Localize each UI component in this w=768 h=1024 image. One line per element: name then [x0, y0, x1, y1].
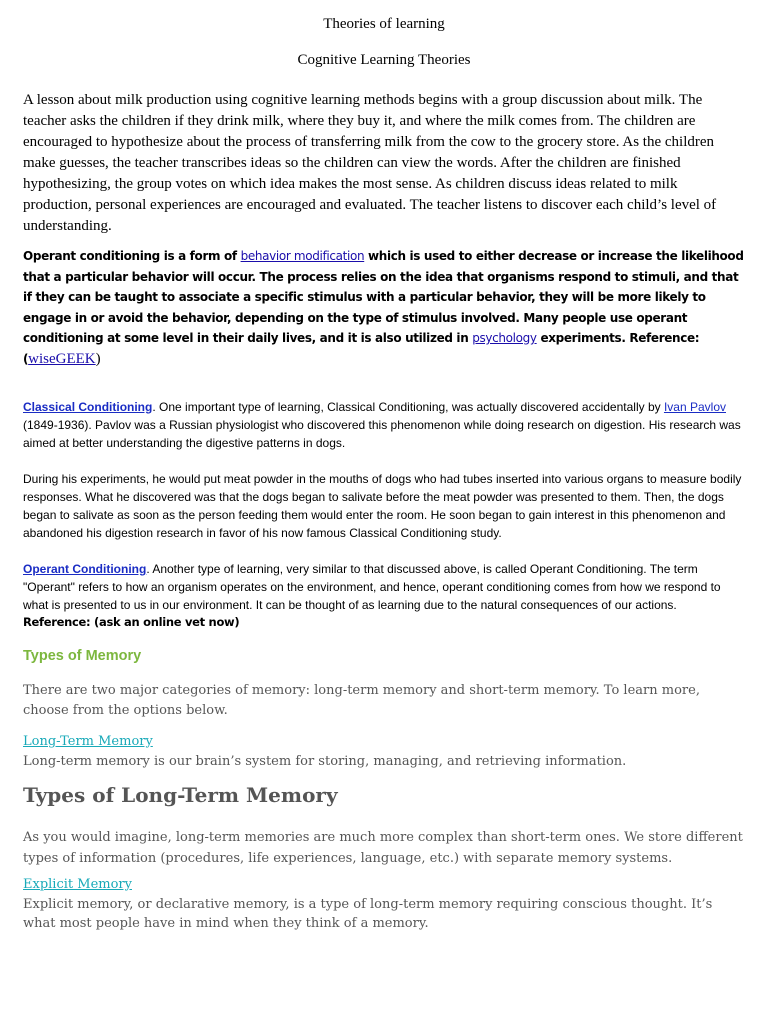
memory-intro: There are two major categories of memory: long-term memory and short-term memory. To learn more, choose from the options below.: [23, 683, 700, 718]
page-title: Theories of learning: [323, 16, 445, 32]
long-term-memory-desc: Long-term memory is our brain’s system for storing, managing, and retrieving information.: [23, 753, 627, 769]
wisegeek-link[interactable]: wiseGEEK: [28, 350, 96, 367]
long-term-memory-block: [23, 732, 743, 771]
reference-line: Reference: (ask an online vet now): [23, 615, 240, 629]
operant2-text: . Another type of learning, very similar to that discussed above, is called Operant Conditioning. The term "Operant" refers to how an organism operates on the environment, and hence, operant conditioning comes from how we respond to what is presented to us in our environment. It can be thought of as learning due to the natural consequences of our actions.: [23, 562, 721, 612]
types-of-long-term-memory-heading: Types of Long-Term Memory: [23, 783, 338, 807]
operant-text-4: ): [95, 350, 101, 367]
lesson-paragraph: A lesson about milk production using cognitive learning methods begins with a group discussion about milk. The teacher asks the children if they drink milk, where they buy it, and where the milk comes from. The children are encouraged to hypothesize about the process of transferring milk from the cow to the grocery store. As the children make guesses, the teacher transcribes ideas so the children can view the words. After the children are finished hypothesizing, the group votes on which idea makes the most sense. As children discuss ideas related to milk production, personal experiences are encouraged and evaluated. The teacher listens to discover each child’s level of understanding.: [23, 92, 717, 234]
long-term-memory-link[interactable]: Long-Term Memory: [23, 734, 153, 749]
operant-conditioning-paragraph: [23, 246, 747, 369]
behavior-modification-link[interactable]: behavior modification: [240, 249, 365, 263]
classical-text-1: . One important type of learning, Classical Conditioning, was actually discovered accidentally by: [152, 400, 664, 414]
operant-text-3: experiments. Reference: (: [23, 331, 700, 366]
explicit-memory-desc: Explicit memory, or declarative memory, is a type of long-term memory requiring conscious thought. It’s what most people have in mind when they think of a memory.: [23, 896, 713, 931]
page-subtitle: Cognitive Learning Theories: [297, 52, 471, 68]
operant-conditioning-2-paragraph: [23, 560, 743, 614]
operant-text-2: which is used to either decrease or increase the likelihood that a particular behavior will occur. The process relies on the idea that organisms respond to stimuli, and that if they can be taught to associate a specific stimulus with a particular behavior, they will be more likely to engage in or avoid the behavior, depending on the type of stimulus involved. Many people use operant conditioning at some level in their daily lives, and it is also utilized in: [23, 249, 744, 345]
operant-text-1: Operant conditioning is a form of: [23, 249, 241, 263]
operant-conditioning-link[interactable]: Operant Conditioning: [23, 562, 147, 576]
types-of-memory-heading: Types of Memory: [23, 648, 142, 664]
long-term-intro: As you would imagine, long-term memories are much more complex than short-term ones. We store different types of information (procedures, life experiences, language, etc.) with separate memory systems.: [23, 830, 743, 866]
classical-conditioning-paragraph: [23, 398, 743, 452]
classical-conditioning-link[interactable]: Classical Conditioning: [23, 400, 153, 414]
ivan-pavlov-link[interactable]: Ivan Pavlov: [663, 400, 726, 414]
explicit-memory-link[interactable]: Explicit Memory: [23, 877, 132, 892]
psychology-link[interactable]: psychology: [472, 331, 537, 345]
classical-text-2: (1849-1936). Pavlov was a Russian physiologist who discovered this phenomenon while doing research on digestion. His research was aimed at better understanding the digestive patterns in dogs.: [23, 418, 741, 450]
explicit-memory-block: [23, 875, 743, 934]
experiments-paragraph: During his experiments, he would put meat powder in the mouths of dogs who had tubes inserted into various organs to measure bodily responses. What he discovered was that the dogs began to salivate before the meat powder was presented to them. Then, the dogs began to salivate as soon as the person feeding them would enter the room. He soon began to gain interest in this phenomenon and abandoned his digestion research in favor of his now famous Classical Conditioning study.: [23, 472, 742, 540]
